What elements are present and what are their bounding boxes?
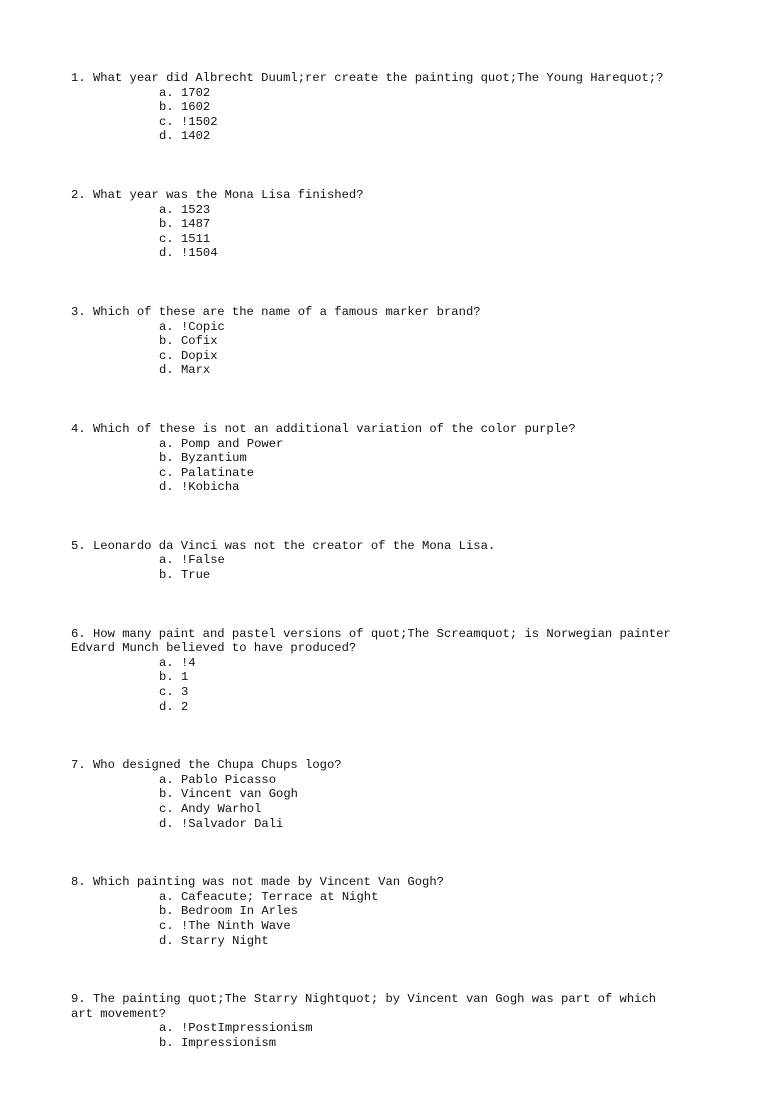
answer-option: a. Cafeacute; Terrace at Night [159, 889, 379, 904]
question-text: 5. Leonardo da Vinci was not the creator of the Mona Lisa. [71, 538, 496, 553]
answer-option: c. 1511 [159, 231, 211, 246]
answer-option: b. 1487 [159, 217, 211, 232]
answer-option: d. 2 [159, 699, 189, 714]
answer-option: b. Cofix [159, 334, 218, 349]
question-8 [71, 875, 711, 948]
question-text: 7. Who designed the Chupa Chups logo? [71, 758, 342, 773]
answer-option: a. Pablo Picasso [159, 772, 277, 787]
answer-option: a. !4 [159, 655, 196, 670]
question-text: 4. Which of these is not an additional variation of the color purple? [71, 421, 576, 436]
question-text: 1. What year did Albrecht Duuml;rer create the painting quot;The Young Harequot;? [71, 71, 664, 85]
answer-option: d. Starry Night [159, 933, 269, 948]
answer-option: a. 1523 [159, 202, 211, 217]
question-2 [71, 188, 711, 261]
answer-option: d. Marx [159, 363, 211, 378]
question-5 [71, 539, 711, 583]
answer-option: b. Vincent van Gogh [159, 787, 298, 802]
question-text: 2. What year was the Mona Lisa finished? [71, 187, 364, 202]
answer-options [71, 890, 711, 948]
answer-option: c. !The Ninth Wave [159, 918, 291, 933]
answer-options [71, 320, 711, 378]
answer-option: a. 1702 [159, 85, 211, 100]
question-text: 8. Which painting was not made by Vincent Van Gogh? [71, 875, 444, 890]
answer-option: a. !False [159, 553, 225, 568]
answer-options [71, 773, 711, 831]
answer-option: a. !PostImpressionism [159, 1021, 313, 1036]
question-6 [71, 627, 711, 715]
answer-option: d. !Salvador Dali [159, 816, 284, 831]
answer-option: a. Pomp and Power [159, 436, 284, 451]
question-1 [71, 71, 711, 144]
answer-option: b. 1602 [159, 100, 211, 115]
question-3 [71, 305, 711, 378]
question-4 [71, 422, 711, 495]
answer-options [71, 203, 711, 261]
answer-option: b. Byzantium [159, 451, 247, 466]
answer-options [71, 437, 711, 495]
answer-option: c. Palatinate [159, 465, 255, 480]
question-7 [71, 758, 711, 831]
answer-options [71, 1021, 711, 1050]
question-text: 9. The painting quot;The Starry Nightquot; by Vincent van Gogh was part of which art movement? [71, 992, 657, 1021]
answer-option: c. Andy Warhol [159, 802, 262, 816]
answer-option: a. !Copic [159, 319, 225, 334]
answer-option: b. 1 [159, 670, 189, 685]
quiz-document [71, 71, 711, 1095]
answer-option: c. 3 [159, 685, 189, 700]
answer-option: b. True [159, 568, 211, 583]
answer-options [71, 656, 711, 714]
answer-options [71, 553, 711, 582]
answer-options [71, 86, 711, 144]
question-text: 3. Which of these are the name of a famous marker brand? [71, 304, 481, 319]
answer-option: d. 1402 [159, 129, 211, 144]
answer-option: d. !1504 [159, 246, 218, 261]
answer-option: d. !Kobicha [159, 480, 240, 495]
question-text: 6. How many paint and pastel versions of quot;The Screamquot; is Norwegian painter Edvard Munch believed to have produced? [71, 626, 671, 656]
answer-option: b. Bedroom In Arles [159, 904, 298, 919]
question-9 [71, 992, 711, 1050]
answer-option: c. !1502 [159, 114, 218, 129]
answer-option: b. Impressionism [159, 1035, 277, 1050]
answer-option: c. Dopix [159, 348, 218, 363]
